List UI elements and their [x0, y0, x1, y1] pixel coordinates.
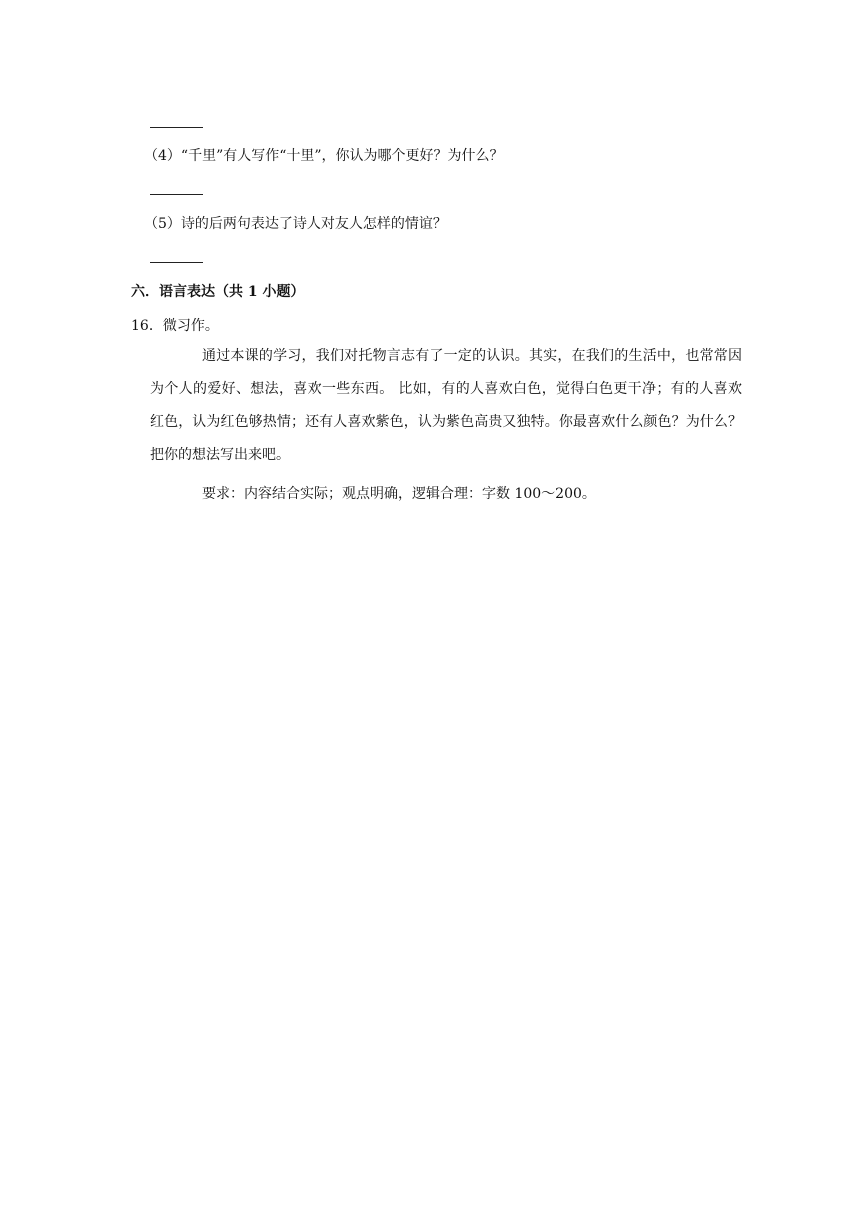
section-heading: 六．语言表达（共 1 小题） — [131, 284, 305, 300]
question-5: （5）诗的后两句表达了诗人对友人怎样的情谊？ — [144, 216, 447, 232]
question-4: （4）“千里”有人写作“十里”，你认为哪个更好？为什么？ — [144, 148, 504, 164]
writing-prompt: 通过本课的学习，我们对托物言志有了一定的认识。其实，在我们的生活中，也常常因为个人的爱好、想法，喜欢一些东西。 比如，有的人喜欢白色，觉得白色更干净；有的人喜欢红色，认为红色够热情；还有人喜欢紫色，认为紫色高贵又独特。你最喜欢什么颜色？为什么？把你的想法写出来吧。 — [150, 348, 742, 463]
question-number: 16． — [131, 318, 163, 334]
question-16 — [131, 316, 219, 336]
answer-blank — [150, 194, 203, 195]
writing-requirement: 要求：内容结合实际；观点明确，逻辑合理：字数 100～200。 — [202, 486, 596, 502]
answer-blank — [150, 127, 203, 128]
answer-blank — [150, 262, 203, 263]
question-title: 微习作。 — [162, 318, 219, 334]
